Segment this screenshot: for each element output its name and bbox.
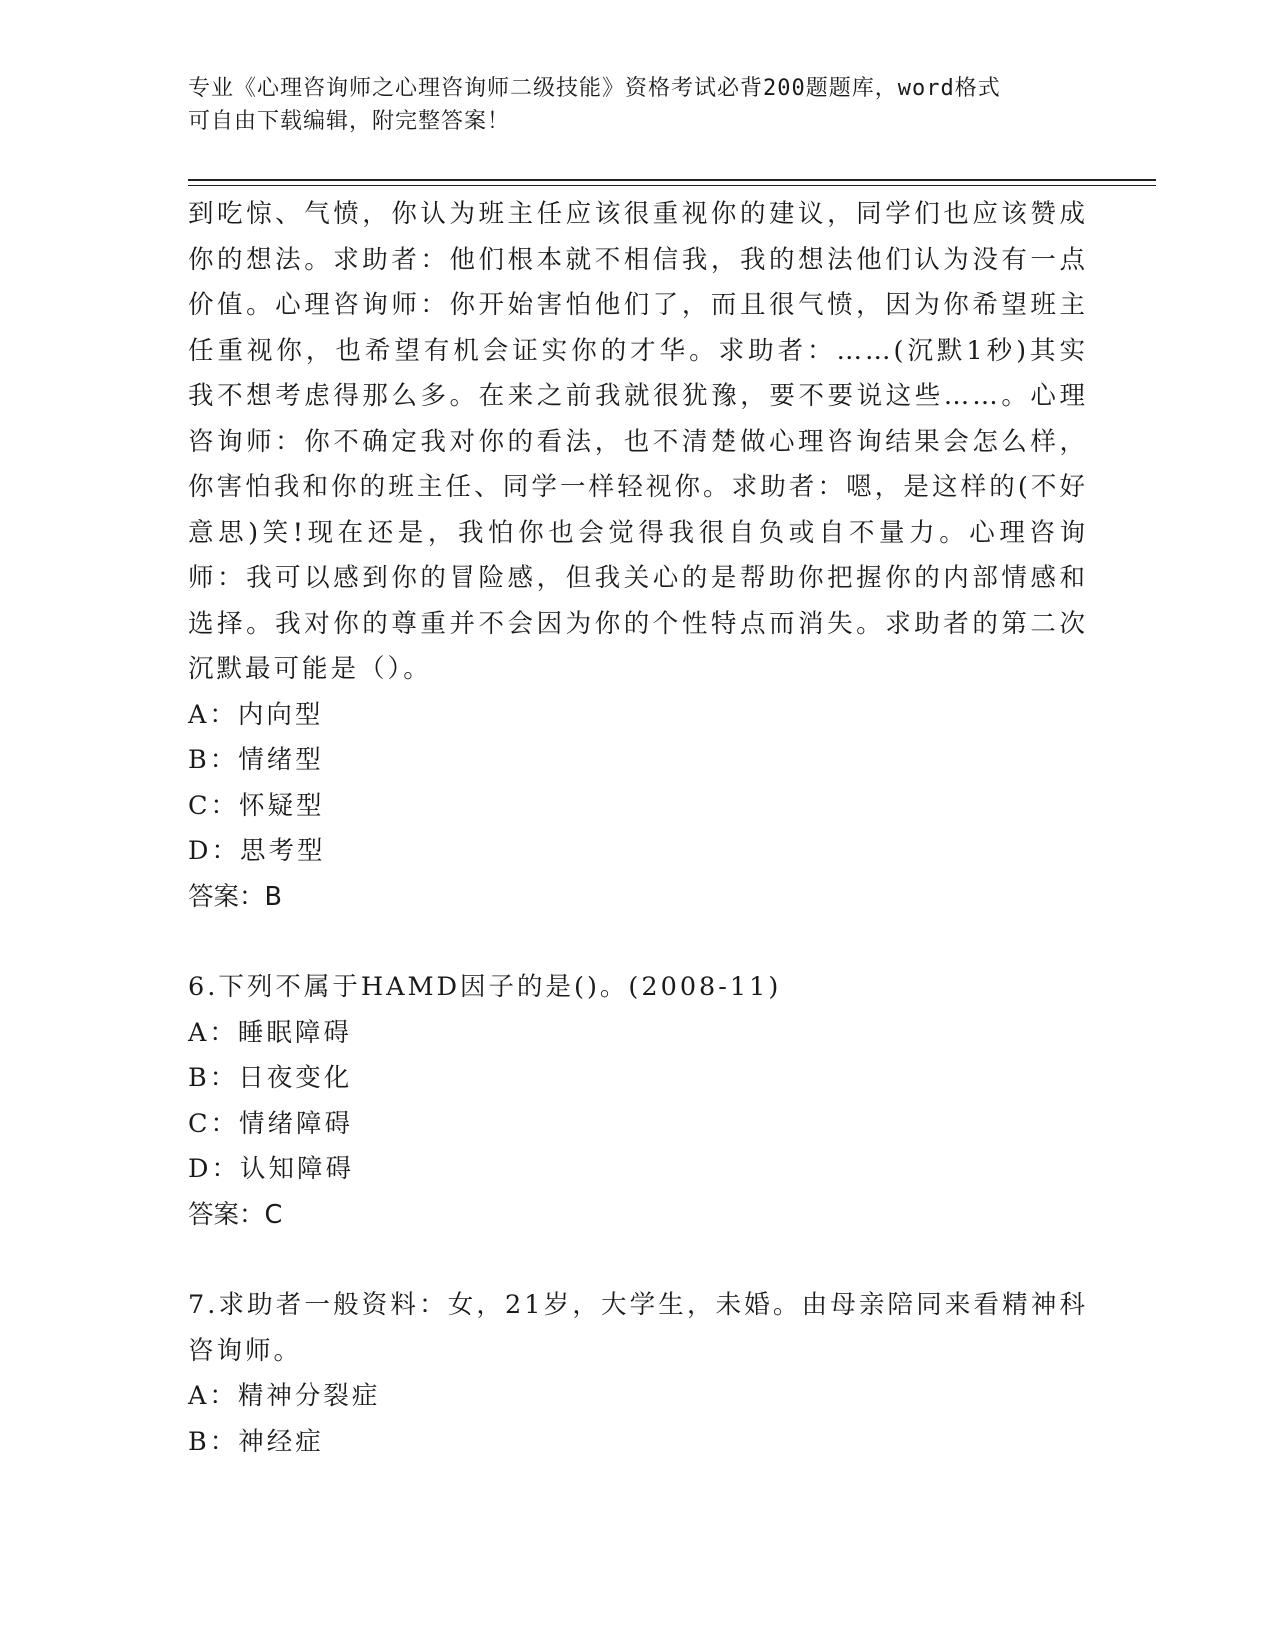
question-6-option-d: D：认知障碍 [188, 1154, 354, 1184]
question-7-option-a: A：精神分裂症 [188, 1381, 381, 1411]
question-6-option-a: A：睡眠障碍 [188, 1017, 352, 1048]
header-line-1: 专业《心理咨询师之心理咨询师二级技能》资格考试必背200题题库，word格式 [188, 76, 1001, 101]
question-5-option-d: D：思考型 [188, 836, 326, 866]
question-6-answer: 答案：C [188, 1199, 283, 1230]
question-6-option-c: C：情绪障碍 [188, 1108, 354, 1139]
question-6 [188, 965, 1088, 1238]
question-6-option-b: B：日夜变化 [188, 1063, 353, 1093]
header-line-2: 可自由下载编辑，附完整答案！ [188, 109, 511, 134]
question-5-option-b: B：情绪型 [188, 745, 324, 775]
spacer [188, 1238, 1088, 1283]
question-7-text: 7.求助者一般资料：女，21岁，大学生，未婚。由母亲陪同来看精神科咨询师。 [188, 1290, 1088, 1366]
question-7-option-b: B：神经症 [188, 1426, 324, 1457]
header-rule-thin [188, 185, 1156, 186]
question-6-text: 6.下列不属于HAMD因子的是()。(2008-11) [188, 972, 782, 1002]
question-5 [188, 192, 1088, 920]
question-5-text: 到吃惊、气愤，你认为班主任应该很重视你的建议，同学们也应该赞成你的想法。求助者：他们根本就不相信我，我的想法他们认为没有一点价值。心理咨询师：你开始害怕他们了，而且很气愤，因为你希望班主任重视你，也希望有机会证实你的才华。求助者：……(沉默1秒)其实我不想考虑得那么多。在来之前我就很犹豫，要不要说这些……。心理咨询师：你不确定我对你的看法，也不清楚做心理咨询结果会怎么样，你害怕我和你的班主任、同学一样轻视你。求助者：嗯，是这样的(不好意思)笑!现在还是，我怕你也会觉得我很自负或自不量力。心理咨询师：我可以感到你的冒险感，但我关心的是帮助你把握你的内部情感和选择。我对你的尊重并不会因为你的个性特点而消失。求助者的第二次沉默最可能是（）。 [188, 199, 1088, 684]
header-rule-thick [188, 179, 1156, 181]
spacer [188, 920, 1088, 965]
document-body [188, 192, 1088, 1465]
question-5-option-a: A：内向型 [188, 699, 324, 730]
question-5-option-c: C：怀疑型 [188, 790, 325, 821]
question-7 [188, 1283, 1088, 1465]
document-header [188, 72, 1068, 138]
question-5-answer: 答案：B [188, 881, 282, 912]
